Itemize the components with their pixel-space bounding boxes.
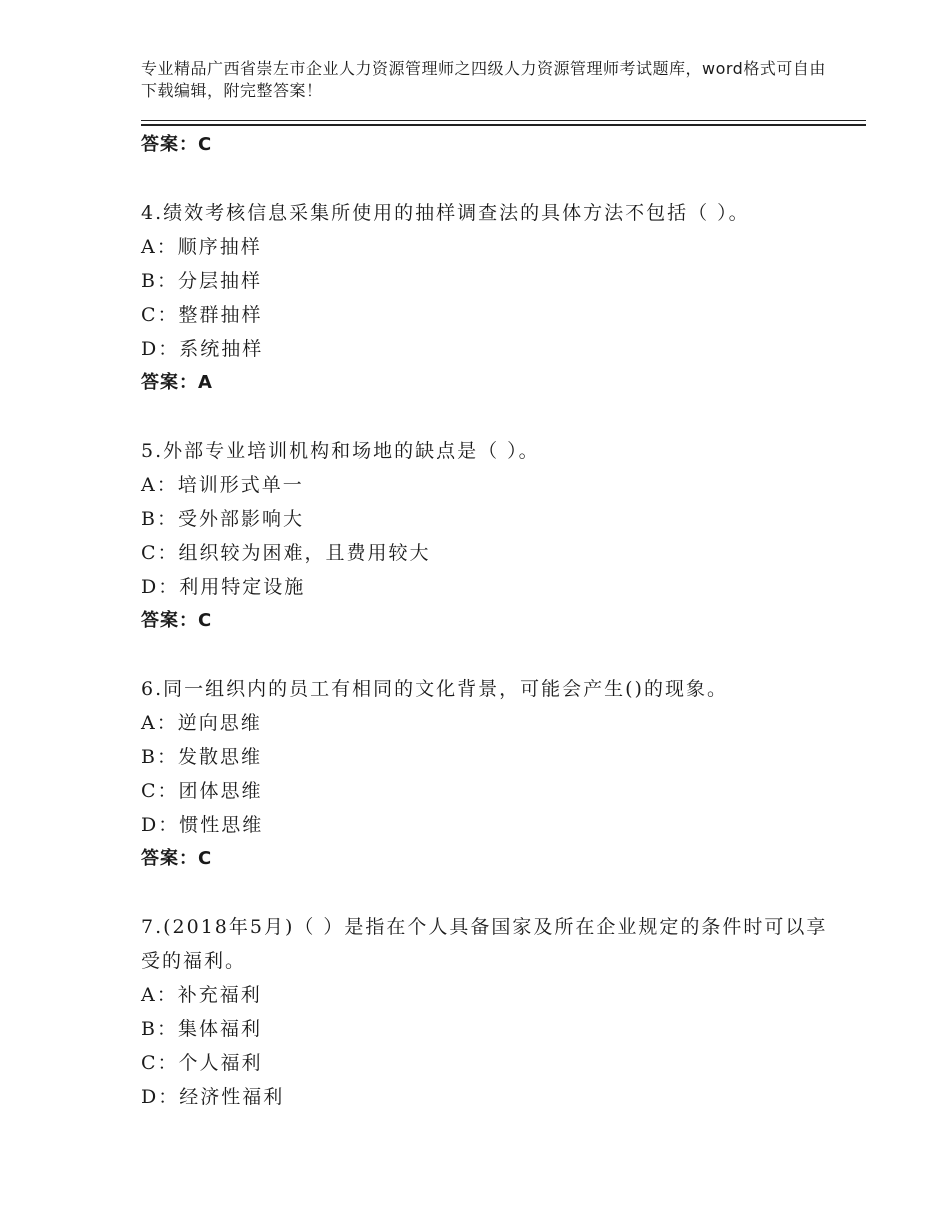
option-b: B：受外部影响大 xyxy=(141,508,304,530)
option-a: A：补充福利 xyxy=(141,984,262,1006)
answer-previous: 答案：C xyxy=(141,134,213,155)
option-b: B：发散思维 xyxy=(141,746,262,768)
document-header: 专业精品广西省崇左市企业人力资源管理师之四级人力资源管理师考试题库，word格式可自由下载编辑，附完整答案！ xyxy=(141,59,826,100)
option-b: B：分层抽样 xyxy=(141,270,262,292)
document-body xyxy=(141,128,841,1114)
option-c: C：团体思维 xyxy=(141,780,263,802)
option-d: D：惯性思维 xyxy=(141,814,264,836)
answer: 答案：C xyxy=(141,610,213,631)
option-c: C：组织较为困难，且费用较大 xyxy=(141,542,431,564)
question-6 xyxy=(141,672,841,876)
option-b: B：集体福利 xyxy=(141,1018,262,1040)
answer: 答案：A xyxy=(141,372,213,393)
header-rule-thick xyxy=(141,124,866,126)
option-c: C：个人福利 xyxy=(141,1052,263,1074)
question-7 xyxy=(141,910,841,1114)
option-a: A：培训形式单一 xyxy=(141,474,304,496)
option-a: A：顺序抽样 xyxy=(141,236,262,258)
question-5 xyxy=(141,434,841,638)
option-a: A：逆向思维 xyxy=(141,712,262,734)
question-stem: 6.同一组织内的员工有相同的文化背景，可能会产生()的现象。 xyxy=(141,678,728,700)
option-d: D：系统抽样 xyxy=(141,338,264,360)
question-stem: 7.(2018年5月)（ ）是指在个人具备国家及所在企业规定的条件时可以享受的福利。 xyxy=(141,916,828,972)
option-d: D：利用特定设施 xyxy=(141,576,306,598)
question-stem: 4.绩效考核信息采集所使用的抽样调查法的具体方法不包括（ ）。 xyxy=(141,202,750,224)
option-c: C：整群抽样 xyxy=(141,304,263,326)
option-d: D：经济性福利 xyxy=(141,1086,285,1108)
header-rule-thin xyxy=(141,120,866,121)
question-stem: 5.外部专业培训机构和场地的缺点是（ ）。 xyxy=(141,440,540,462)
question-4 xyxy=(141,196,841,400)
answer: 答案：C xyxy=(141,848,213,869)
